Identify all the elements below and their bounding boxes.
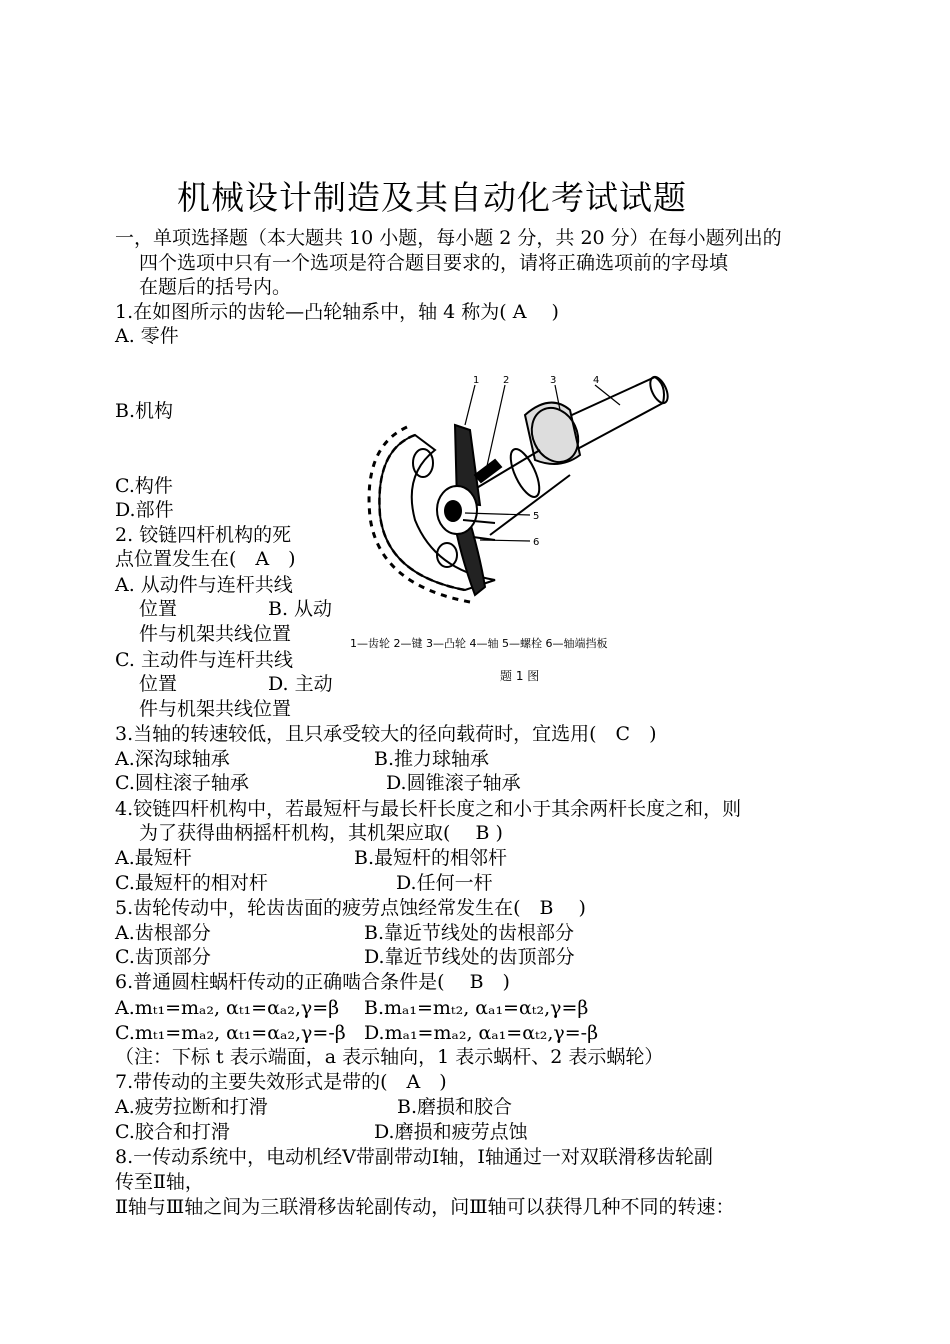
q2-option-d: D. 主动 [268, 673, 333, 695]
q6-stem: 6.普通圆柱蜗杆传动的正确啮合条件是( B ) [115, 971, 510, 993]
q3-option-b: B.推力球轴承 [374, 748, 490, 770]
q2-option-c-cont: 位置 [139, 673, 178, 695]
q5-option-c: C.齿顶部分 [115, 946, 211, 968]
q3-option-a: A.深沟球轴承 [115, 748, 230, 770]
q5-option-a: A.齿根部分 [115, 922, 211, 944]
figure-label-5: 5 [533, 511, 540, 522]
figure-label-4: 4 [593, 375, 600, 386]
q2-option-d-cont: 件与机架共线位置 [139, 698, 292, 720]
q6-option-d: D.mₐ₁=mₐ₂, αₐ₁=αₜ₂,γ=-β [364, 1022, 599, 1044]
q7-option-d: D.磨损和疲劳点蚀 [374, 1121, 528, 1143]
q4-option-b: B.最短杆的相邻杆 [354, 847, 508, 869]
q1-option-b: B.机构 [115, 400, 174, 422]
q5-option-d: D.靠近节线处的齿顶部分 [364, 946, 575, 968]
q4-stem-line1: 4.铰链四杆机构中，若最短杆与最长杆长度之和小于其余两杆长度之和，则 [115, 798, 742, 820]
q2-line2: 点位置发生在( A ) [115, 548, 296, 570]
q4-option-a: A.最短杆 [115, 847, 192, 869]
figure-label-3: 3 [550, 375, 557, 386]
q2-option-b: B. 从动 [268, 598, 333, 620]
q7-option-a: A.疲劳拉断和打滑 [115, 1096, 268, 1118]
q4-stem-line2: 为了获得曲柄摇杆机构，其机架应取( B ) [139, 822, 503, 844]
q8-line1: 8.一传动系统中，电动机经V带副带动Ⅰ轴，Ⅰ轴通过一对双联滑移齿轮副 [115, 1146, 713, 1168]
q6-option-b: B.mₐ₁=mₜ₂, αₐ₁=αₜ₂,γ=β [364, 997, 589, 1019]
q3-option-c: C.圆柱滚子轴承 [115, 772, 249, 794]
section-instructions-line2: 四个选项中只有一个选项是符合题目要求的，请将正确选项前的字母填 [139, 252, 729, 274]
q6-option-a: A.mₜ₁=mₐ₂, αₜ₁=αₐ₂,γ=β [115, 997, 340, 1019]
q2-option-c: C. 主动件与连杆共线 [115, 649, 293, 671]
q3-option-d: D.圆锥滚子轴承 [386, 772, 521, 794]
page-title: 机械设计制造及其自动化考试试题 [177, 178, 687, 217]
q3-stem: 3.当轴的转速较低，且只承受较大的径向载荷时，宜选用( C ) [115, 723, 657, 745]
q6-note: （注：下标 t 表示端面，a 表示轴向，1 表示蜗杆、2 表示蜗轮） [115, 1046, 664, 1068]
section-instructions-line1: 一，单项选择题（本大题共 10 小题，每小题 2 分，共 20 分）在每小题列出的 [115, 227, 782, 249]
q6-option-c: C.mₜ₁=mₐ₂, αₜ₁=αₐ₂,γ=-β [115, 1022, 346, 1044]
q1-stem: 1.在如图所示的齿轮—凸轮轴系中，轴 4 称为( A ) [115, 301, 559, 323]
figure-label-6: 6 [533, 537, 540, 548]
q1-option-a: A. 零件 [115, 325, 179, 347]
gear-cam-shaft-figure [345, 355, 705, 690]
q2-line1: 2. 铰链四杆机构的死 [115, 524, 292, 546]
q4-option-d: D.任何一杆 [396, 872, 493, 894]
q7-option-b: B.磨损和胶合 [397, 1096, 513, 1118]
q5-stem: 5.齿轮传动中，轮齿齿面的疲劳点蚀经常发生在( B ) [115, 897, 586, 919]
q4-option-c: C.最短杆的相对杆 [115, 872, 268, 894]
figure-label-2: 2 [503, 375, 510, 386]
q1-option-d: D.部件 [115, 499, 174, 521]
q2-option-a: A. 从动件与连杆共线 [115, 574, 293, 596]
figure-caption: 题 1 图 [500, 669, 540, 683]
q2-option-b-cont: 件与机架共线位置 [139, 623, 292, 645]
q5-option-b: B.靠近节线处的齿根部分 [364, 922, 575, 944]
q7-stem: 7.带传动的主要失效形式是带的( A ) [115, 1071, 447, 1093]
figure-legend: 1—齿轮 2—键 3—凸轮 4—轴 5—螺栓 6—轴端挡板 [350, 637, 608, 650]
q1-option-c: C.构件 [115, 475, 173, 497]
q7-option-c: C.胶合和打滑 [115, 1121, 230, 1143]
section-instructions-line3: 在题后的括号内。 [139, 276, 292, 298]
figure-label-1: 1 [473, 375, 480, 386]
q8-line3: Ⅱ轴与Ⅲ轴之间为三联滑移齿轮副传动，问Ⅲ轴可以获得几种不同的转速： [115, 1196, 735, 1218]
q2-option-a-cont: 位置 [139, 598, 178, 620]
q8-line2: 传至Ⅱ轴， [115, 1171, 204, 1193]
